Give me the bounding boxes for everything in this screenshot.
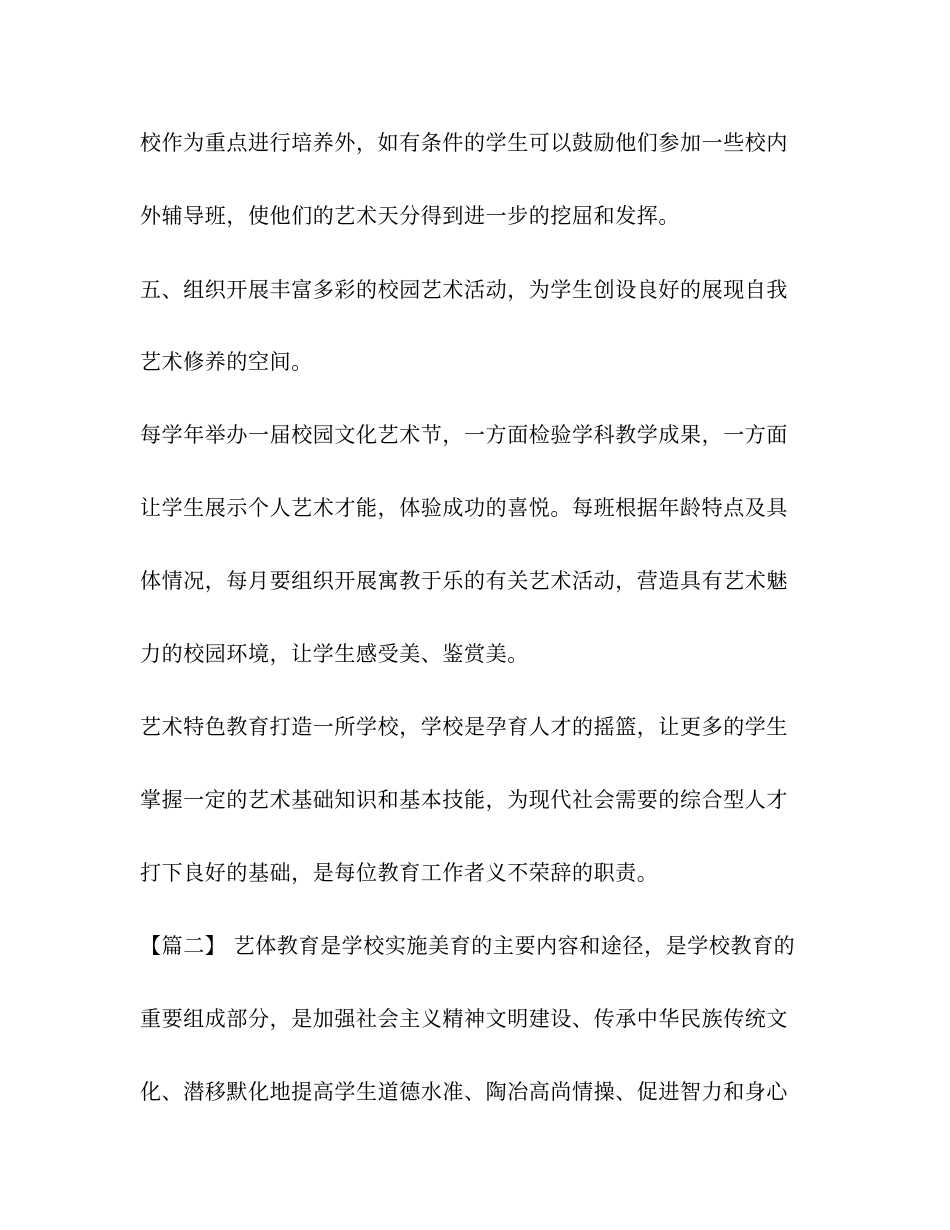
text-line: 艺术修养的空间。 [140, 350, 313, 374]
text-line: 体情况，每月要组织开展寓教于乐的有关艺术活动，营造具有艺术魅 [140, 569, 788, 593]
text-line: 艺术特色教育打造一所学校，学校是孕育人才的摇篮，让更多的学生 [140, 715, 788, 739]
text-line: 外辅导班，使他们的艺术天分得到进一步的挖屈和发挥。 [140, 204, 680, 228]
chapter-intro-line: 【篇二】 艺体教育是学校实施美育的主要内容和途径，是学校教育的 [140, 934, 796, 958]
section-heading: 五、组织开展丰富多彩的校园艺术活动，为学生创设良好的展现自我 [140, 278, 788, 302]
text-line: 校作为重点进行培养外，如有条件的学生可以鼓励他们参加一些校内 [140, 131, 788, 155]
text-line: 重要组成部分，是加强社会主义精神文明建设、传承中华民族传统文 [140, 1007, 788, 1031]
text-line: 化、潜移默化地提高学生道德水准、陶冶高尚情操、促进智力和身心 [140, 1080, 788, 1104]
text-line: 让学生展示个人艺术才能，体验成功的喜悦。每班根据年龄特点及具 [140, 496, 788, 520]
text-line: 力的校园环境，让学生感受美、鉴赏美。 [140, 642, 529, 666]
text-line: 打下良好的基础，是每位教育工作者义不荣辞的职责。 [140, 861, 659, 885]
text-line: 掌握一定的艺术基础知识和基本技能，为现代社会需要的综合型人才 [140, 788, 788, 812]
text-line: 每学年举办一届校园文化艺术节，一方面检验学科教学成果，一方面 [140, 423, 788, 447]
